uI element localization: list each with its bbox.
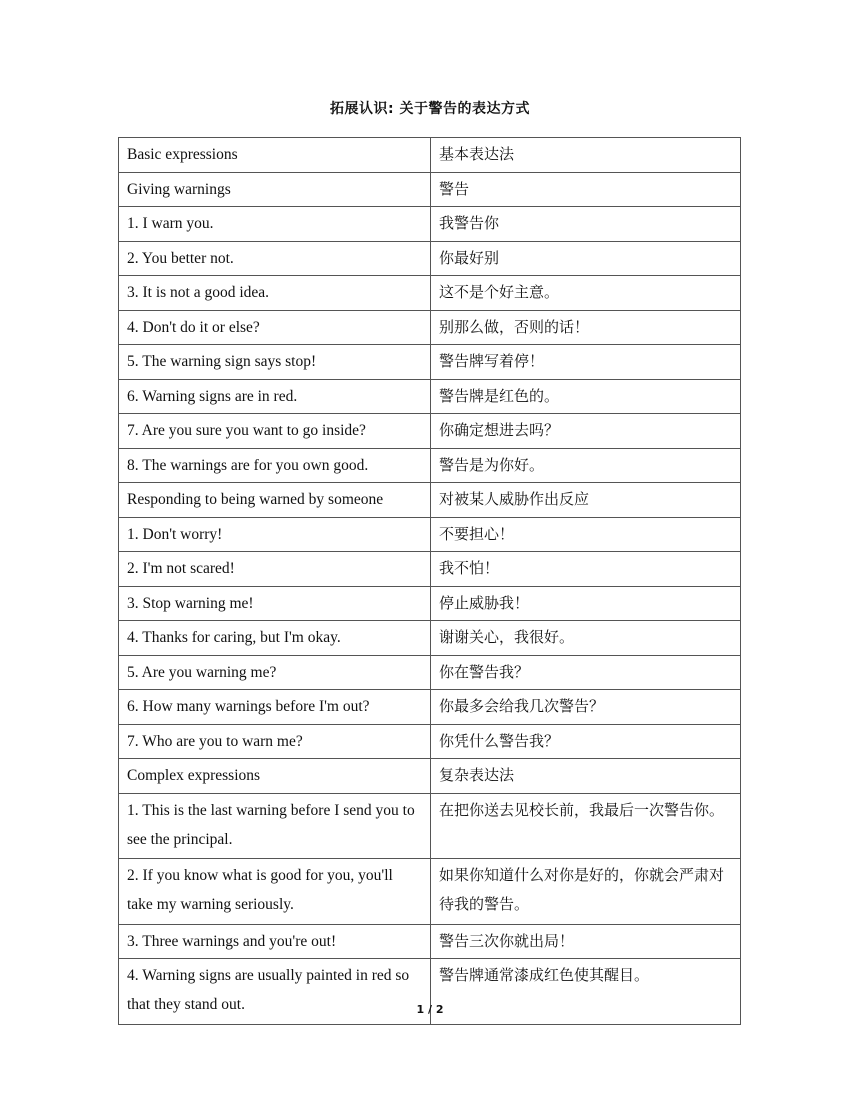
chinese-cell: 在把你送去见校长前，我最后一次警告你。 [431,793,741,859]
english-cell: 6. Warning signs are in red. [119,379,431,414]
table-row [119,310,741,345]
chinese-cell: 警告牌写着停！ [431,345,741,380]
table-row [119,276,741,311]
chinese-cell: 警告是为你好。 [431,448,741,483]
table-row [119,241,741,276]
table-row [119,483,741,518]
table-row [119,172,741,207]
chinese-cell: 我警告你 [431,207,741,242]
english-cell: 2. If you know what is good for you, you'll take my warning seriously. [119,859,431,925]
table-row [119,379,741,414]
english-cell: Responding to being warned by someone [119,483,431,518]
english-cell: 1. I warn you. [119,207,431,242]
chinese-cell: 警告 [431,172,741,207]
english-cell: Giving warnings [119,172,431,207]
chinese-cell: 警告牌通常漆成红色使其醒目。 [431,959,741,1025]
page-number: 1 / 2 [416,1003,444,1016]
chinese-cell: 这不是个好主意。 [431,276,741,311]
english-cell: 4. Thanks for caring, but I'm okay. [119,621,431,656]
chinese-cell: 对被某人威胁作出反应 [431,483,741,518]
table-row [119,724,741,759]
table-row [119,793,741,859]
table-row [119,586,741,621]
table-row [119,345,741,380]
table-row [119,207,741,242]
chinese-cell: 不要担心！ [431,517,741,552]
chinese-cell: 谢谢关心，我很好。 [431,621,741,656]
english-cell: 5. Are you warning me? [119,655,431,690]
expressions-table [118,137,741,1025]
english-cell: 7. Who are you to warn me? [119,724,431,759]
english-cell: 8. The warnings are for you own good. [119,448,431,483]
chinese-cell: 基本表达法 [431,138,741,173]
english-cell: 5. The warning sign says stop! [119,345,431,380]
english-cell: 2. I'm not scared! [119,552,431,587]
chinese-cell: 你最好别 [431,241,741,276]
english-cell: 7. Are you sure you want to go inside? [119,414,431,449]
english-cell: 3. Three warnings and you're out! [119,924,431,959]
page-title: 拓展认识: 关于警告的表达方式 [330,101,530,117]
table-row [119,448,741,483]
english-cell: Complex expressions [119,759,431,794]
chinese-cell: 你最多会给我几次警告？ [431,690,741,725]
table-row [119,759,741,794]
chinese-cell: 我不怕！ [431,552,741,587]
chinese-cell: 警告牌是红色的。 [431,379,741,414]
chinese-cell: 警告三次你就出局！ [431,924,741,959]
english-cell: 4. Warning signs are usually painted in red so that they stand out. [119,959,431,1025]
chinese-cell: 复杂表达法 [431,759,741,794]
english-cell: Basic expressions [119,138,431,173]
table-row [119,552,741,587]
english-cell: 1. Don't worry! [119,517,431,552]
english-cell: 6. How many warnings before I'm out? [119,690,431,725]
table-row [119,138,741,173]
table-row [119,859,741,925]
english-cell: 1. This is the last warning before I send you to see the principal. [119,793,431,859]
english-cell: 3. Stop warning me! [119,586,431,621]
english-cell: 4. Don't do it or else? [119,310,431,345]
table-row [119,414,741,449]
table-row [119,517,741,552]
table-row [119,690,741,725]
chinese-cell: 如果你知道什么对你是好的，你就会严肃对待我的警告。 [431,859,741,925]
chinese-cell: 你凭什么警告我？ [431,724,741,759]
chinese-cell: 别那么做，否则的话！ [431,310,741,345]
chinese-cell: 停止威胁我！ [431,586,741,621]
chinese-cell: 你确定想进去吗？ [431,414,741,449]
english-cell: 2. You better not. [119,241,431,276]
table-row [119,621,741,656]
table-row [119,655,741,690]
english-cell: 3. It is not a good idea. [119,276,431,311]
chinese-cell: 你在警告我？ [431,655,741,690]
table-row [119,924,741,959]
